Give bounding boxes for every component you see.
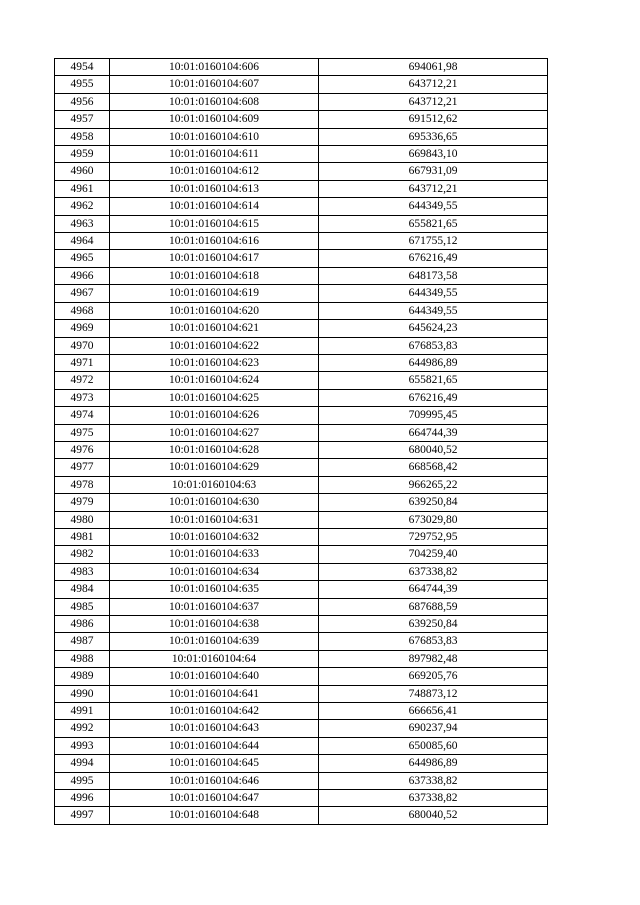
table-row: [55, 372, 548, 389]
cadastral-number-cell: 10:01:0160104:616: [110, 233, 319, 250]
table-row: [55, 389, 548, 406]
cadastral-number-cell: 10:01:0160104:647: [110, 790, 319, 807]
cadastral-number-cell: 10:01:0160104:626: [110, 407, 319, 424]
cadastral-number-cell: 10:01:0160104:643: [110, 720, 319, 737]
cadastral-value-cell: 695336,65: [319, 128, 548, 145]
table-row: [55, 111, 548, 128]
cadastral-value-cell: 643712,21: [319, 93, 548, 110]
row-number-cell: 4990: [55, 685, 110, 702]
row-number-cell: 4994: [55, 755, 110, 772]
cadastral-value-table: [54, 58, 548, 825]
cadastral-number-cell: 10:01:0160104:635: [110, 581, 319, 598]
cadastral-value-cell: 694061,98: [319, 59, 548, 76]
cadastral-value-cell: 668568,42: [319, 459, 548, 476]
row-number-cell: 4977: [55, 459, 110, 476]
cadastral-value-cell: 655821,65: [319, 215, 548, 232]
table-row: [55, 267, 548, 284]
row-number-cell: 4997: [55, 807, 110, 824]
row-number-cell: 4974: [55, 407, 110, 424]
cadastral-value-cell: 691512,62: [319, 111, 548, 128]
row-number-cell: 4987: [55, 633, 110, 650]
cadastral-value-cell: 671755,12: [319, 233, 548, 250]
table-row: [55, 215, 548, 232]
cadastral-number-cell: 10:01:0160104:641: [110, 685, 319, 702]
row-number-cell: 4969: [55, 320, 110, 337]
table-row: [55, 146, 548, 163]
row-number-cell: 4971: [55, 354, 110, 371]
row-number-cell: 4958: [55, 128, 110, 145]
cadastral-number-cell: 10:01:0160104:628: [110, 441, 319, 458]
row-number-cell: 4988: [55, 650, 110, 667]
cadastral-value-cell: 673029,80: [319, 511, 548, 528]
cadastral-value-cell: 748873,12: [319, 685, 548, 702]
cadastral-number-cell: 10:01:0160104:607: [110, 76, 319, 93]
row-number-cell: 4989: [55, 668, 110, 685]
row-number-cell: 4992: [55, 720, 110, 737]
row-number-cell: 4955: [55, 76, 110, 93]
table-row: [55, 737, 548, 754]
table-row: [55, 772, 548, 789]
row-number-cell: 4983: [55, 563, 110, 580]
cadastral-value-cell: 709995,45: [319, 407, 548, 424]
cadastral-number-cell: 10:01:0160104:632: [110, 528, 319, 545]
table-row: [55, 76, 548, 93]
table-row: [55, 354, 548, 371]
cadastral-number-cell: 10:01:0160104:624: [110, 372, 319, 389]
table-row: [55, 650, 548, 667]
row-number-cell: 4979: [55, 494, 110, 511]
cadastral-number-cell: 10:01:0160104:634: [110, 563, 319, 580]
cadastral-value-cell: 680040,52: [319, 441, 548, 458]
cadastral-number-cell: 10:01:0160104:637: [110, 598, 319, 615]
cadastral-value-cell: 639250,84: [319, 616, 548, 633]
cadastral-value-cell: 643712,21: [319, 180, 548, 197]
cadastral-number-cell: 10:01:0160104:639: [110, 633, 319, 650]
cadastral-value-cell: 645624,23: [319, 320, 548, 337]
row-number-cell: 4981: [55, 528, 110, 545]
cadastral-number-cell: 10:01:0160104:623: [110, 354, 319, 371]
cadastral-value-cell: 637338,82: [319, 772, 548, 789]
cadastral-value-cell: 687688,59: [319, 598, 548, 615]
cadastral-value-cell: 650085,60: [319, 737, 548, 754]
row-number-cell: 4996: [55, 790, 110, 807]
cadastral-value-cell: 690237,94: [319, 720, 548, 737]
row-number-cell: 4964: [55, 233, 110, 250]
row-number-cell: 4972: [55, 372, 110, 389]
cadastral-number-cell: 10:01:0160104:617: [110, 250, 319, 267]
cadastral-number-cell: 10:01:0160104:646: [110, 772, 319, 789]
row-number-cell: 4978: [55, 476, 110, 493]
row-number-cell: 4993: [55, 737, 110, 754]
cadastral-value-cell: 680040,52: [319, 807, 548, 824]
cadastral-number-cell: 10:01:0160104:608: [110, 93, 319, 110]
table-row: [55, 720, 548, 737]
cadastral-value-cell: 676216,49: [319, 250, 548, 267]
table-row: [55, 233, 548, 250]
table-row: [55, 198, 548, 215]
cadastral-number-cell: 10:01:0160104:606: [110, 59, 319, 76]
cadastral-number-cell: 10:01:0160104:620: [110, 302, 319, 319]
table-row: [55, 755, 548, 772]
table-row: [55, 337, 548, 354]
row-number-cell: 4963: [55, 215, 110, 232]
table-body: [55, 59, 548, 825]
cadastral-number-cell: 10:01:0160104:640: [110, 668, 319, 685]
cadastral-number-cell: 10:01:0160104:621: [110, 320, 319, 337]
table-row: [55, 563, 548, 580]
row-number-cell: 4960: [55, 163, 110, 180]
cadastral-value-cell: 655821,65: [319, 372, 548, 389]
cadastral-number-cell: 10:01:0160104:611: [110, 146, 319, 163]
row-number-cell: 4959: [55, 146, 110, 163]
row-number-cell: 4980: [55, 511, 110, 528]
row-number-cell: 4982: [55, 546, 110, 563]
cadastral-number-cell: 10:01:0160104:609: [110, 111, 319, 128]
table-row: [55, 598, 548, 615]
table-row: [55, 633, 548, 650]
cadastral-value-cell: 669843,10: [319, 146, 548, 163]
row-number-cell: 4973: [55, 389, 110, 406]
cadastral-value-cell: 669205,76: [319, 668, 548, 685]
table-row: [55, 320, 548, 337]
cadastral-value-cell: 676853,83: [319, 633, 548, 650]
cadastral-number-cell: 10:01:0160104:638: [110, 616, 319, 633]
row-number-cell: 4991: [55, 703, 110, 720]
cadastral-number-cell: 10:01:0160104:633: [110, 546, 319, 563]
row-number-cell: 4986: [55, 616, 110, 633]
cadastral-number-cell: 10:01:0160104:630: [110, 494, 319, 511]
row-number-cell: 4965: [55, 250, 110, 267]
cadastral-value-cell: 644349,55: [319, 285, 548, 302]
cadastral-number-cell: 10:01:0160104:622: [110, 337, 319, 354]
row-number-cell: 4954: [55, 59, 110, 76]
table-row: [55, 59, 548, 76]
cadastral-value-cell: 664744,39: [319, 424, 548, 441]
row-number-cell: 4961: [55, 180, 110, 197]
row-number-cell: 4956: [55, 93, 110, 110]
table-row: [55, 250, 548, 267]
cadastral-number-cell: 10:01:0160104:644: [110, 737, 319, 754]
cadastral-number-cell: 10:01:0160104:614: [110, 198, 319, 215]
row-number-cell: 4957: [55, 111, 110, 128]
table-row: [55, 616, 548, 633]
cadastral-number-cell: 10:01:0160104:64: [110, 650, 319, 667]
cadastral-number-cell: 10:01:0160104:648: [110, 807, 319, 824]
table-row: [55, 163, 548, 180]
cadastral-number-cell: 10:01:0160104:625: [110, 389, 319, 406]
cadastral-value-cell: 666656,41: [319, 703, 548, 720]
cadastral-number-cell: 10:01:0160104:631: [110, 511, 319, 528]
table-row: [55, 441, 548, 458]
cadastral-value-cell: 644986,89: [319, 354, 548, 371]
cadastral-number-cell: 10:01:0160104:645: [110, 755, 319, 772]
table-row: [55, 528, 548, 545]
table-row: [55, 285, 548, 302]
cadastral-number-cell: 10:01:0160104:642: [110, 703, 319, 720]
cadastral-value-cell: 644349,55: [319, 302, 548, 319]
row-number-cell: 4984: [55, 581, 110, 598]
table-row: [55, 180, 548, 197]
cadastral-value-cell: 644986,89: [319, 755, 548, 772]
row-number-cell: 4976: [55, 441, 110, 458]
table-row: [55, 128, 548, 145]
cadastral-number-cell: 10:01:0160104:63: [110, 476, 319, 493]
row-number-cell: 4966: [55, 267, 110, 284]
cadastral-value-cell: 639250,84: [319, 494, 548, 511]
cadastral-number-cell: 10:01:0160104:618: [110, 267, 319, 284]
table-row: [55, 494, 548, 511]
table-row: [55, 407, 548, 424]
cadastral-value-cell: 643712,21: [319, 76, 548, 93]
table-row: [55, 685, 548, 702]
cadastral-value-cell: 897982,48: [319, 650, 548, 667]
row-number-cell: 4967: [55, 285, 110, 302]
table-row: [55, 424, 548, 441]
cadastral-value-cell: 729752,95: [319, 528, 548, 545]
row-number-cell: 4962: [55, 198, 110, 215]
cadastral-value-cell: 676216,49: [319, 389, 548, 406]
row-number-cell: 4968: [55, 302, 110, 319]
cadastral-number-cell: 10:01:0160104:619: [110, 285, 319, 302]
table-row: [55, 511, 548, 528]
table-row: [55, 93, 548, 110]
cadastral-value-cell: 648173,58: [319, 267, 548, 284]
table-row: [55, 668, 548, 685]
cadastral-value-cell: 637338,82: [319, 790, 548, 807]
table-row: [55, 546, 548, 563]
cadastral-number-cell: 10:01:0160104:613: [110, 180, 319, 197]
row-number-cell: 4995: [55, 772, 110, 789]
cadastral-number-cell: 10:01:0160104:612: [110, 163, 319, 180]
row-number-cell: 4970: [55, 337, 110, 354]
table-row: [55, 790, 548, 807]
table-row: [55, 703, 548, 720]
table-row: [55, 807, 548, 824]
row-number-cell: 4985: [55, 598, 110, 615]
cadastral-value-cell: 667931,09: [319, 163, 548, 180]
cadastral-number-cell: 10:01:0160104:629: [110, 459, 319, 476]
table-row: [55, 459, 548, 476]
cadastral-number-cell: 10:01:0160104:615: [110, 215, 319, 232]
cadastral-value-cell: 704259,40: [319, 546, 548, 563]
cadastral-value-cell: 676853,83: [319, 337, 548, 354]
cadastral-value-cell: 966265,22: [319, 476, 548, 493]
cadastral-value-cell: 664744,39: [319, 581, 548, 598]
table-row: [55, 302, 548, 319]
table-row: [55, 581, 548, 598]
cadastral-value-cell: 637338,82: [319, 563, 548, 580]
cadastral-number-cell: 10:01:0160104:627: [110, 424, 319, 441]
cadastral-number-cell: 10:01:0160104:610: [110, 128, 319, 145]
row-number-cell: 4975: [55, 424, 110, 441]
cadastral-value-cell: 644349,55: [319, 198, 548, 215]
table-row: [55, 476, 548, 493]
